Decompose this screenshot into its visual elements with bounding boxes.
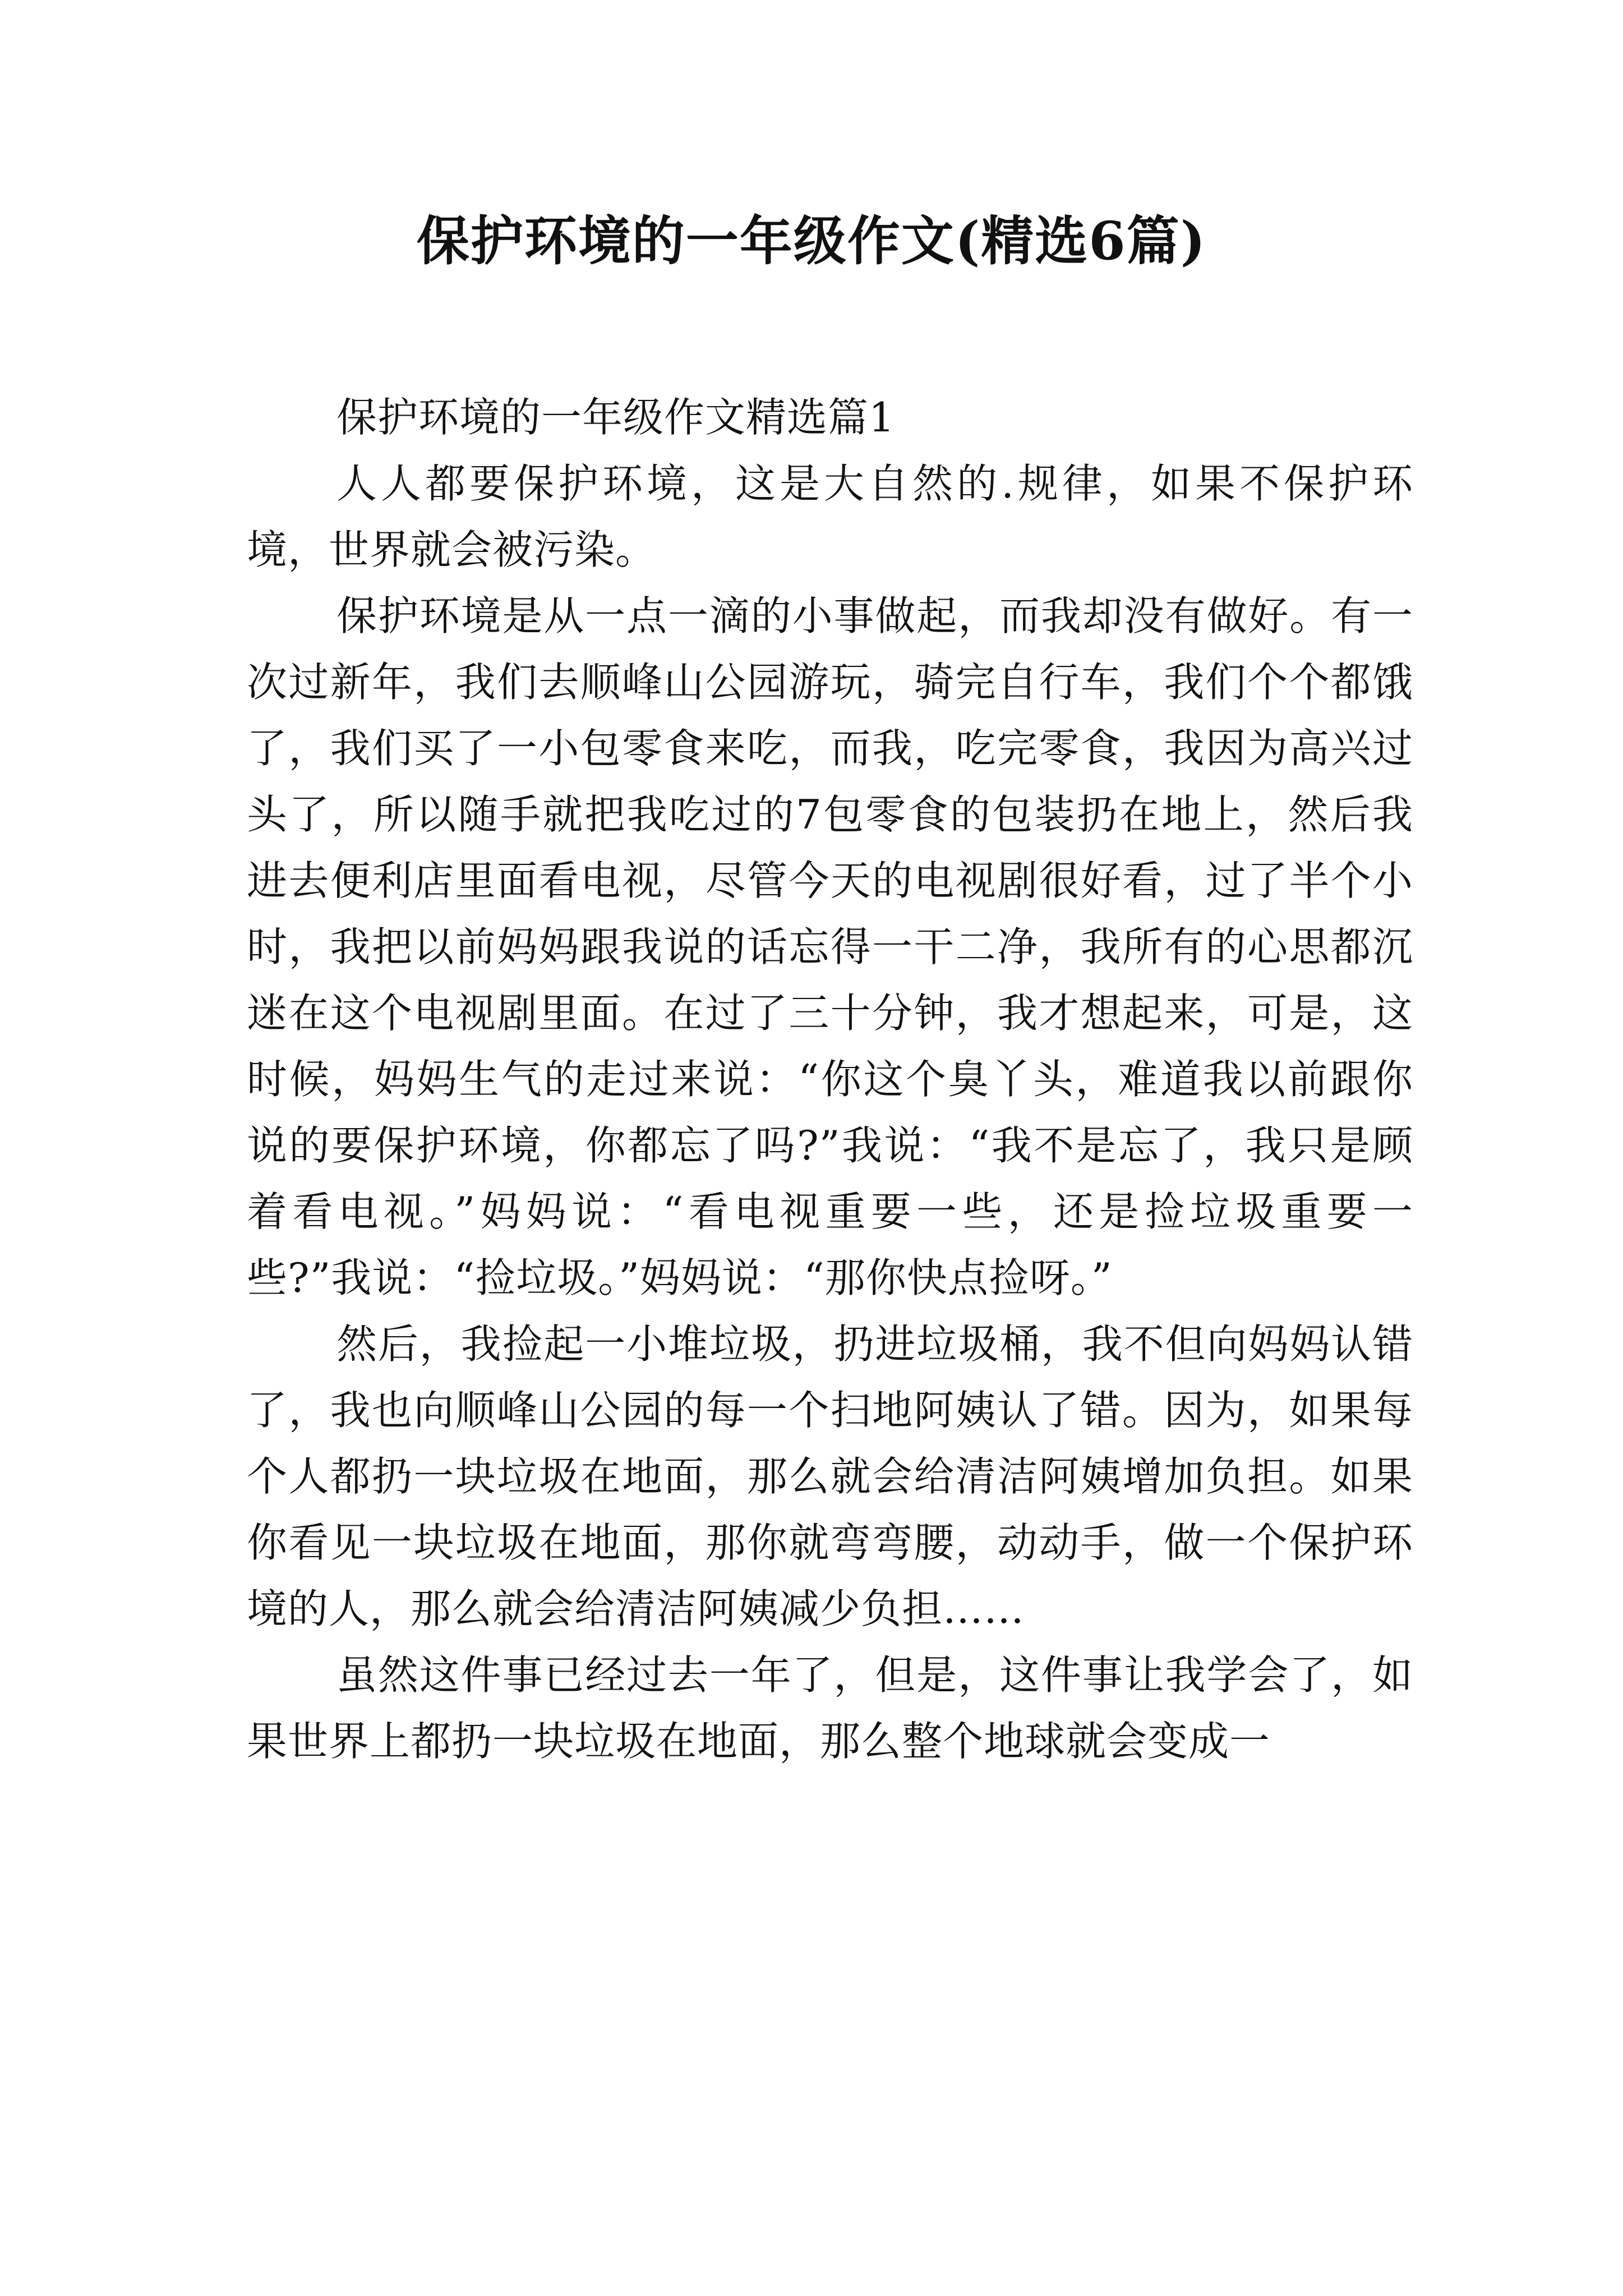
- document-title: 保护环境的一年级作文(精选6篇): [416, 210, 1207, 272]
- paragraph: 然后，我捡起一小堆垃圾，扔进垃圾桶，我不但向妈妈认错了，我也向顺峰山公园的每一个扫地阿姨认了错。因为，如果每个人都扔一块垃圾在地面，那么就会给清洁阿姨增加负担。如果你看见一块垃圾在地面，那你就弯弯腰，动动手，做一个保护环境的人，那么就会给清洁阿姨减少负担……: [247, 1320, 1413, 1632]
- paragraph: 虽然这件事已经过去一年了，但是，这件事让我学会了，如果世界上都扔一块垃圾在地面，那么整个地球就会变成一: [247, 1651, 1413, 1765]
- paragraph: 保护环境是从一点一滴的小事做起，而我却没有做好。有一次过新年，我们去顺峰山公园游玩，骑完自行车，我们个个都饿了，我们买了一小包零食来吃，而我，吃完零食，我因为高兴过头了，所以随手就把我吃过的7包零食的包装扔在地上，然后我进去便利店里面看电视，尽管今天的电视剧很好看，过了半个小时，我把以前妈妈跟我说的话忘得一干二净，我所有的心思都沉迷在这个电视剧里面。在过了三十分钟，我才想起来，可是，这时候，妈妈生气的走过来说：“你这个臭丫头，难道我以前跟你说的要保护环境，你都忘了吗?”我说：“我不是忘了，我只是顾着看电视。”妈妈说：“看电视重要一些，还是捡垃圾重要一些?”我说：“捡垃圾。”妈妈说：“那你快点捡呀。”: [247, 592, 1413, 1301]
- section-heading: 保护环境的一年级作文精选篇1: [336, 394, 895, 441]
- document-body: [247, 384, 1413, 1774]
- paragraph: 人人都要保护环境，这是大自然的.规律，如果不保护环境，世界就会被污染。: [247, 460, 1413, 573]
